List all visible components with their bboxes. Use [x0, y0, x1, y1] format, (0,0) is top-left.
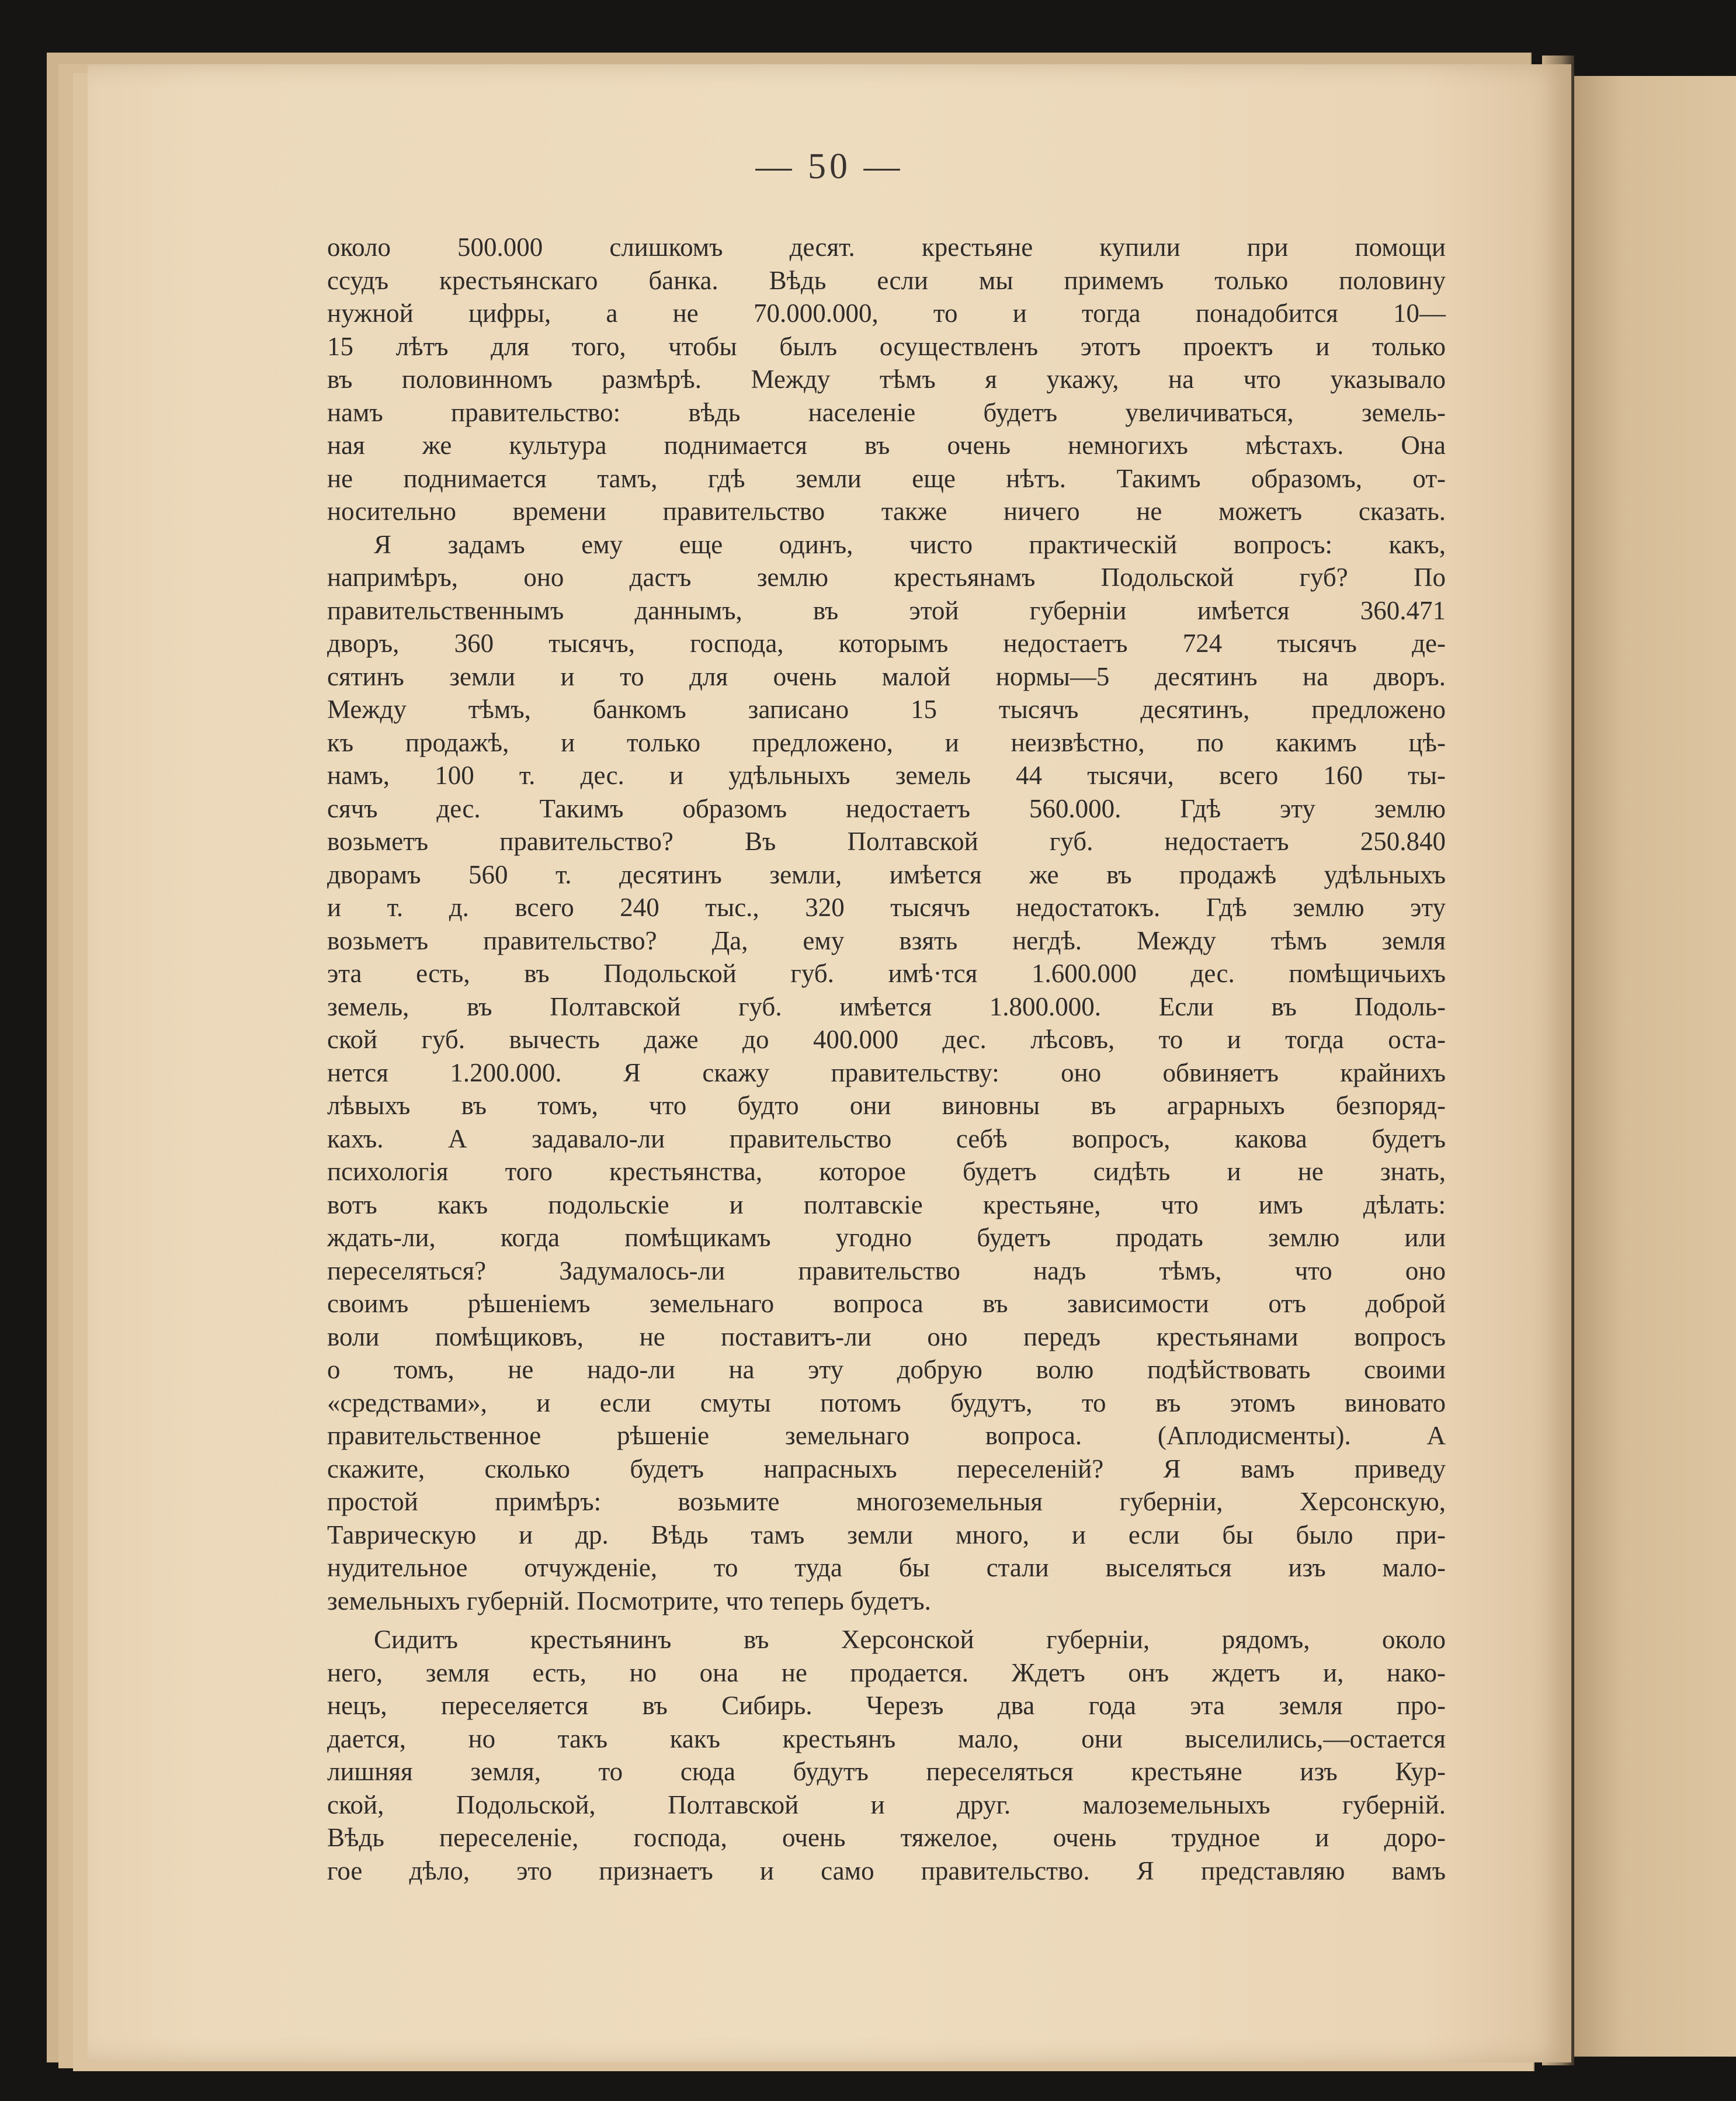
text-line: ждать-ли, когда помѣщикамъ угодно будетъ продать землю или [327, 1223, 1446, 1252]
text-line: кахъ. А задавало-ли правительство себѣ вопросъ, какова будетъ [327, 1124, 1446, 1153]
text-line: намъ правительство: вѣдь населеніе будетъ увеличиваться, земель- [327, 397, 1446, 427]
paragraph-end-line: земельныхъ губерній. Посмотрите, что теперь будетъ. [327, 1586, 931, 1615]
text-line: переселяться? Задумалось-ли правительство надъ тѣмъ, что оно [327, 1256, 1446, 1285]
text-line: ской, Подольской, Полтавской и друг. малоземельныхъ губерній. [327, 1790, 1446, 1819]
text-line: возьметъ правительство? Да, ему взять негдѣ. Между тѣмъ земля [327, 925, 1446, 955]
text-line: психологія того крестьянства, которое будетъ сидѣть и не знать, [327, 1157, 1446, 1186]
paragraph-start-line: Сидитъ крестьянинъ въ Херсонской губерніи, рядомъ, около [374, 1625, 1446, 1654]
paragraph-gap [327, 1617, 1446, 1623]
text-line: ской губ. вычесть даже до 400.000 дес. лѣсовъ, то и тогда оста- [327, 1025, 1446, 1054]
text-line: нужной цифры, а не 70.000.000, то и тогда понадобится 10— [327, 299, 1446, 328]
text-line: нецъ, переселяется въ Сибирь. Черезъ два года эта земля про- [327, 1691, 1446, 1720]
facing-page [1574, 76, 1736, 2057]
text-line: ссудъ крестьянскаго банка. Вѣдь если мы примемъ только половину [327, 265, 1446, 295]
text-line: гое дѣло, это признаетъ и само правительство. Я представляю вамъ [327, 1856, 1446, 1885]
text-line: ная же культура поднимается въ очень немногихъ мѣстахъ. Она [327, 431, 1446, 460]
text-line: вотъ какъ подольскіе и полтавскіе крестьяне, что имъ дѣлать: [327, 1190, 1446, 1219]
text-line: нудительное отчужденіе, то туда бы стали выселяться изъ мало- [327, 1553, 1446, 1582]
text-line: 15 лѣтъ для того, чтобы былъ осуществленъ этотъ проектъ и только [327, 331, 1446, 361]
text-line: эта есть, въ Подольской губ. имѣ·тся 1.600.000 дес. помѣщичьихъ [327, 959, 1446, 988]
text-line: дворамъ 560 т. десятинъ земли, имѣется же въ продажѣ удѣльныхъ [327, 859, 1446, 889]
text-line: простой примѣръ: возьмите многоземельныя губерніи, Херсонскую, [327, 1487, 1446, 1516]
paragraph-start-line: Я задамъ ему еще одинъ, чисто практическій вопросъ: какъ, [374, 529, 1446, 559]
text-line: о томъ, не надо-ли на эту добрую волю подѣйствовать своими [327, 1355, 1446, 1384]
text-line: и т. д. всего 240 тыс., 320 тысячъ недостатокъ. Гдѣ землю эту [327, 893, 1446, 922]
body-text [327, 231, 1446, 1887]
text-line: правительственное рѣшеніе земельнаго вопроса. (Аплодисменты). А [327, 1421, 1446, 1450]
text-line: сятинъ земли и то для очень малой нормы—5 десятинъ на дворъ. [327, 661, 1446, 691]
text-line: Вѣдь переселеніе, господа, очень тяжелое, очень трудное и доро- [327, 1823, 1446, 1852]
text-line: къ продажѣ, и только предложено, и неизвѣстно, по какимъ цѣ- [327, 727, 1446, 757]
text-line: «средствами», и если смуты потомъ будутъ, то въ этомъ виновато [327, 1388, 1446, 1417]
text-line: него, земля есть, но она не продается. Ждетъ онъ ждетъ и, нако- [327, 1658, 1446, 1687]
text-line: въ половинномъ размѣрѣ. Между тѣмъ я укажу, на что указывало [327, 365, 1446, 394]
text-line: земель, въ Полтавской губ. имѣется 1.800.000. Если въ Подоль- [327, 991, 1446, 1021]
page-number: — 50 — [755, 147, 904, 186]
text-line: дворъ, 360 тысячъ, господа, которымъ недостаетъ 724 тысячъ де- [327, 629, 1446, 658]
text-line: лѣвыхъ въ томъ, что будто они виновны въ аграрныхъ безпоряд- [327, 1091, 1446, 1120]
text-line: намъ, 100 т. дес. и удѣльныхъ земель 44 тысячи, всего 160 ты- [327, 761, 1446, 790]
text-line: правительственнымъ даннымъ, въ этой губерніи имѣется 360.471 [327, 595, 1446, 625]
text-line: носительно времени правительство также ничего не можетъ сказать. [327, 497, 1446, 526]
text-line: около 500.000 слишкомъ десят. крестьяне купили при помощи [327, 233, 1446, 262]
text-line: Таврическую и др. Вѣдь тамъ земли много, и если бы было при- [327, 1520, 1446, 1549]
text-line: лишняя земля, то сюда будутъ переселяться крестьяне изъ Кур- [327, 1757, 1446, 1786]
text-line: дается, но такъ какъ крестьянъ мало, они выселились,—остается [327, 1724, 1446, 1753]
text-line: возьметъ правительство? Въ Полтавской губ. недостаетъ 250.840 [327, 827, 1446, 856]
text-line: воли помѣщиковъ, не поставитъ-ли оно передъ крестьянами вопросъ [327, 1322, 1446, 1351]
text-line: Между тѣмъ, банкомъ записано 15 тысячъ десятинъ, предложено [327, 695, 1446, 724]
text-line: своимъ рѣшеніемъ земельнаго вопроса въ зависимости отъ доброй [327, 1289, 1446, 1318]
text-line: нется 1.200.000. Я скажу правительству: оно обвиняетъ крайнихъ [327, 1058, 1446, 1087]
text-line: сячъ дес. Такимъ образомъ недостаетъ 560.000. Гдѣ эту землю [327, 793, 1446, 823]
text-line: напримѣръ, оно дастъ землю крестьянамъ Подольской губ? По [327, 563, 1446, 592]
text-line: скажите, сколько будетъ напрасныхъ переселеній? Я вамъ приведу [327, 1454, 1446, 1483]
text-line: не поднимается тамъ, гдѣ земли еще нѣтъ. Такимъ образомъ, от- [327, 463, 1446, 493]
